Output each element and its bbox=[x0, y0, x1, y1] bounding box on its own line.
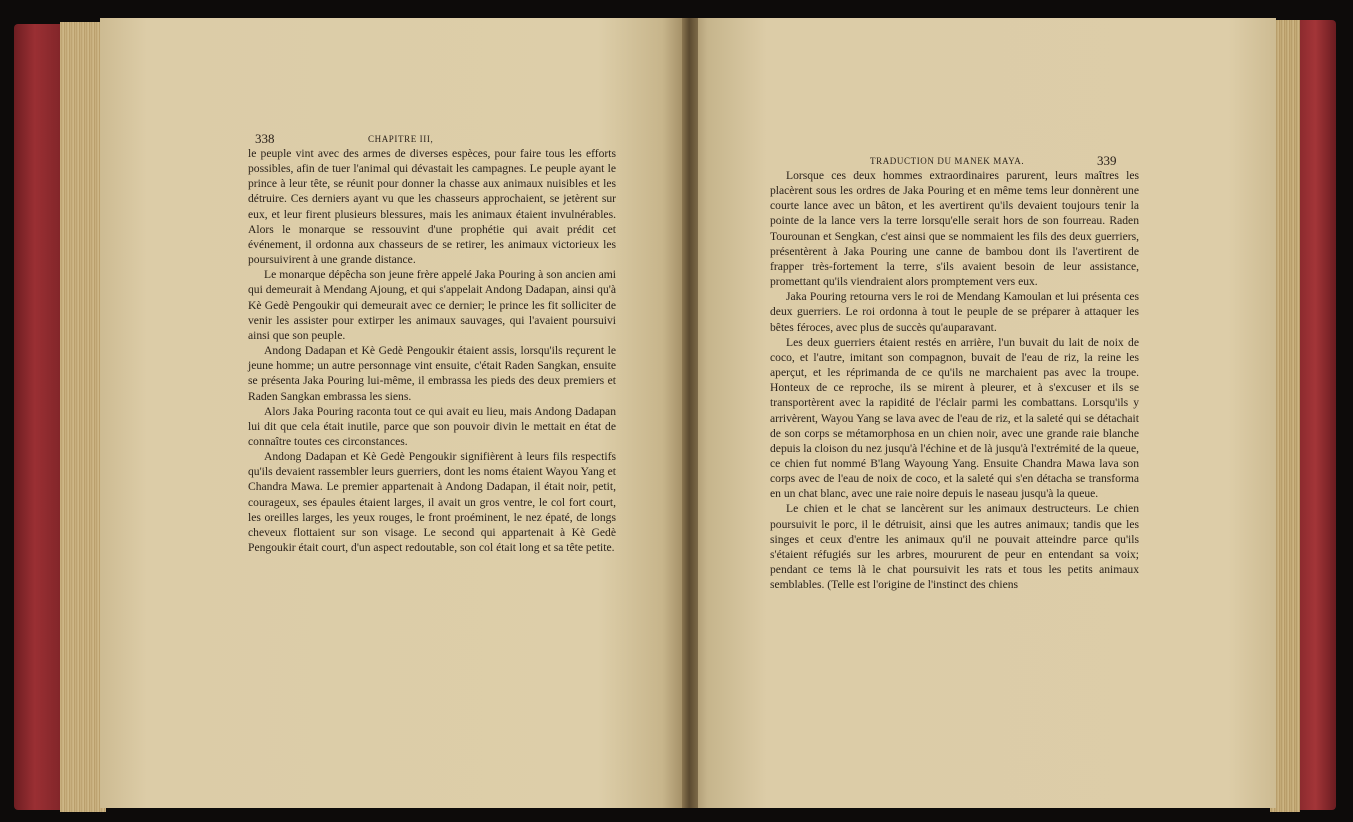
paragraph: Le monarque dépêcha son jeune frère appelé Jaka Pouring à son ancien ami qui demeurait à Mendang Ajoung, et qui s'appelait Andong Dadapan, ainsi qu'à Kè Gedè Pengoukir qui demeurait avec ce dernier; le prince les fit solliciter de venir les assister pour extirper les animaux sauvages, qui l'avaient poursuivi ainsi que son peuple. bbox=[248, 268, 616, 342]
paragraph: Andong Dadapan et Kè Gedè Pengoukir étaient assis, lorsqu'ils reçurent le jeune homme; un autre personnage vint ensuite, c'était Raden Sangkan, ensuite se présenta Jaka Pouring lui-même, il embrassa les pieds des deux premiers et Raden Sangkan embrassa les siens. bbox=[248, 344, 616, 403]
paragraph: Le chien et le chat se lancèrent sur les animaux destructeurs. Le chien poursuivit le porc, il le détruisit, ainsi que les autres animaux; tandis que les singes et ceux d'entre les animaux qu'il ne pouvait atteindre parce qu'ils s'étaient réfugiés sur les arbres, moururent de peur en entendant sa voix; pendant ce tems là le chat poursuivit les rats et tous les petits animaux semblables. (Telle est l'origine de l'instinct des chiens bbox=[770, 502, 1139, 592]
left-running-head: CHAPITRE III, bbox=[368, 134, 434, 144]
left-page-number: 338 bbox=[255, 131, 275, 146]
book-gutter bbox=[682, 18, 698, 808]
right-page-number: 339 bbox=[1097, 153, 1117, 168]
book-cover-left bbox=[14, 24, 66, 810]
paragraph: Les deux guerriers étaient restés en arrière, l'un buvait du lait de noix de coco, et l'autre, imitant son compagnon, buvait de l'eau de riz, la reine les aperçut, et les réprimanda de ce qu'ils ne marchaient pas avec la troupe. Honteux de ce reproche, ils se mirent à pleurer, et à s'excuser et ils se transportèrent avec la rapidité de l'éclair parmi les combattans. Lorsqu'ils y arrivèrent, Wayou Yang se lava avec de l'eau de riz, et la saleté qui se détachait de son corps se métamorphosa en un chien noir, avec une grande raie blanche depuis la cloison du nez jusqu'à l'échine et de là jusqu'à l'extrémité de la queue, ce chien fut nommé B'lang Wayoung Yang. Ensuite Chandra Mawa lava son corps avec de l'eau de noix de coco, et la saleté qui s'en détacha se transforma en un chat blanc, avec une raie noire depuis le naseau jusqu'à la queue. bbox=[770, 335, 1139, 501]
paragraph: Jaka Pouring retourna vers le roi de Mendang Kamoulan et lui présenta ces deux guerriers. Le roi ordonna à tout le peuple de se préparer à attaquer les bêtes féroces, avec plus de succès qu'auparavant. bbox=[770, 290, 1139, 334]
paragraph: Lorsque ces deux hommes extraordinaires parurent, leurs maîtres les placèrent sous les ordres de Jaka Pouring et en même tems leur donnèrent une courte lance avec un bâton, et les avertirent qu'ils devaient toujours tenir la pointe de la lance vers la terre lorsqu'elle serait hors de son fourreau. Raden Tourounan et Sengkan, c'est ainsi que se nommaient les fils des deux guerriers, présentèrent à Jaka Pouring une canne de bambou dont ils l'avertirent de frapper très-fortement la terre, s'ils avaient besoin de leur assistance, promettant qu'ils viendraient alors promptement vers eux. bbox=[770, 169, 1139, 289]
paragraph: le peuple vint avec des armes de diverses espèces, pour faire tous les efforts possibles, afin de tuer l'animal qui dévastait les campagnes. Le peuple ayant le prince à leur tête, se réunit pour donner la chasse aux animaux nuisibles et les détruire. Ces derniers ayant vu que les chasseurs approchaient, se jetèrent sur eux, et leur firent plusieurs blessures, mais les animaux étaient invulnérables. Alors le monarque se ressouvint d'une prophétie qui avait prédit cet événement, il ordonna aux chasseurs de se retirer, les animaux victorieux les poursuivirent à une grande distance. bbox=[248, 147, 616, 267]
left-page-body bbox=[248, 146, 616, 555]
right-running-head: TRADUCTION DU MANEK MAYA. bbox=[870, 156, 1025, 166]
paragraph: Andong Dadapan et Kè Gedè Pengoukir signifièrent à leurs fils respectifs qu'ils devaient rassembler leurs guerriers, dont les noms étaient Wayou Yang et Chandra Mawa. Le premier appartenait à Andong Dadapan, il était noir, petit, courageux, ses épaules étaient larges, il avait un gros ventre, le col fort court, les oreilles larges, les yeux rouges, le front proéminent, le nez épaté, de longs cheveux flottaient sur son visage. Le second qui appartenait à Kè Gedè Pengoukir était court, d'un aspect redoutable, son col était long et sa tête petite. bbox=[248, 450, 616, 555]
paragraph: Alors Jaka Pouring raconta tout ce qui avait eu lieu, mais Andong Dadapan lui dit que cela était inutile, parce que son pouvoir divin le mettait en état de connaître toutes ces circonstances. bbox=[248, 404, 616, 448]
right-page-body bbox=[770, 168, 1139, 592]
